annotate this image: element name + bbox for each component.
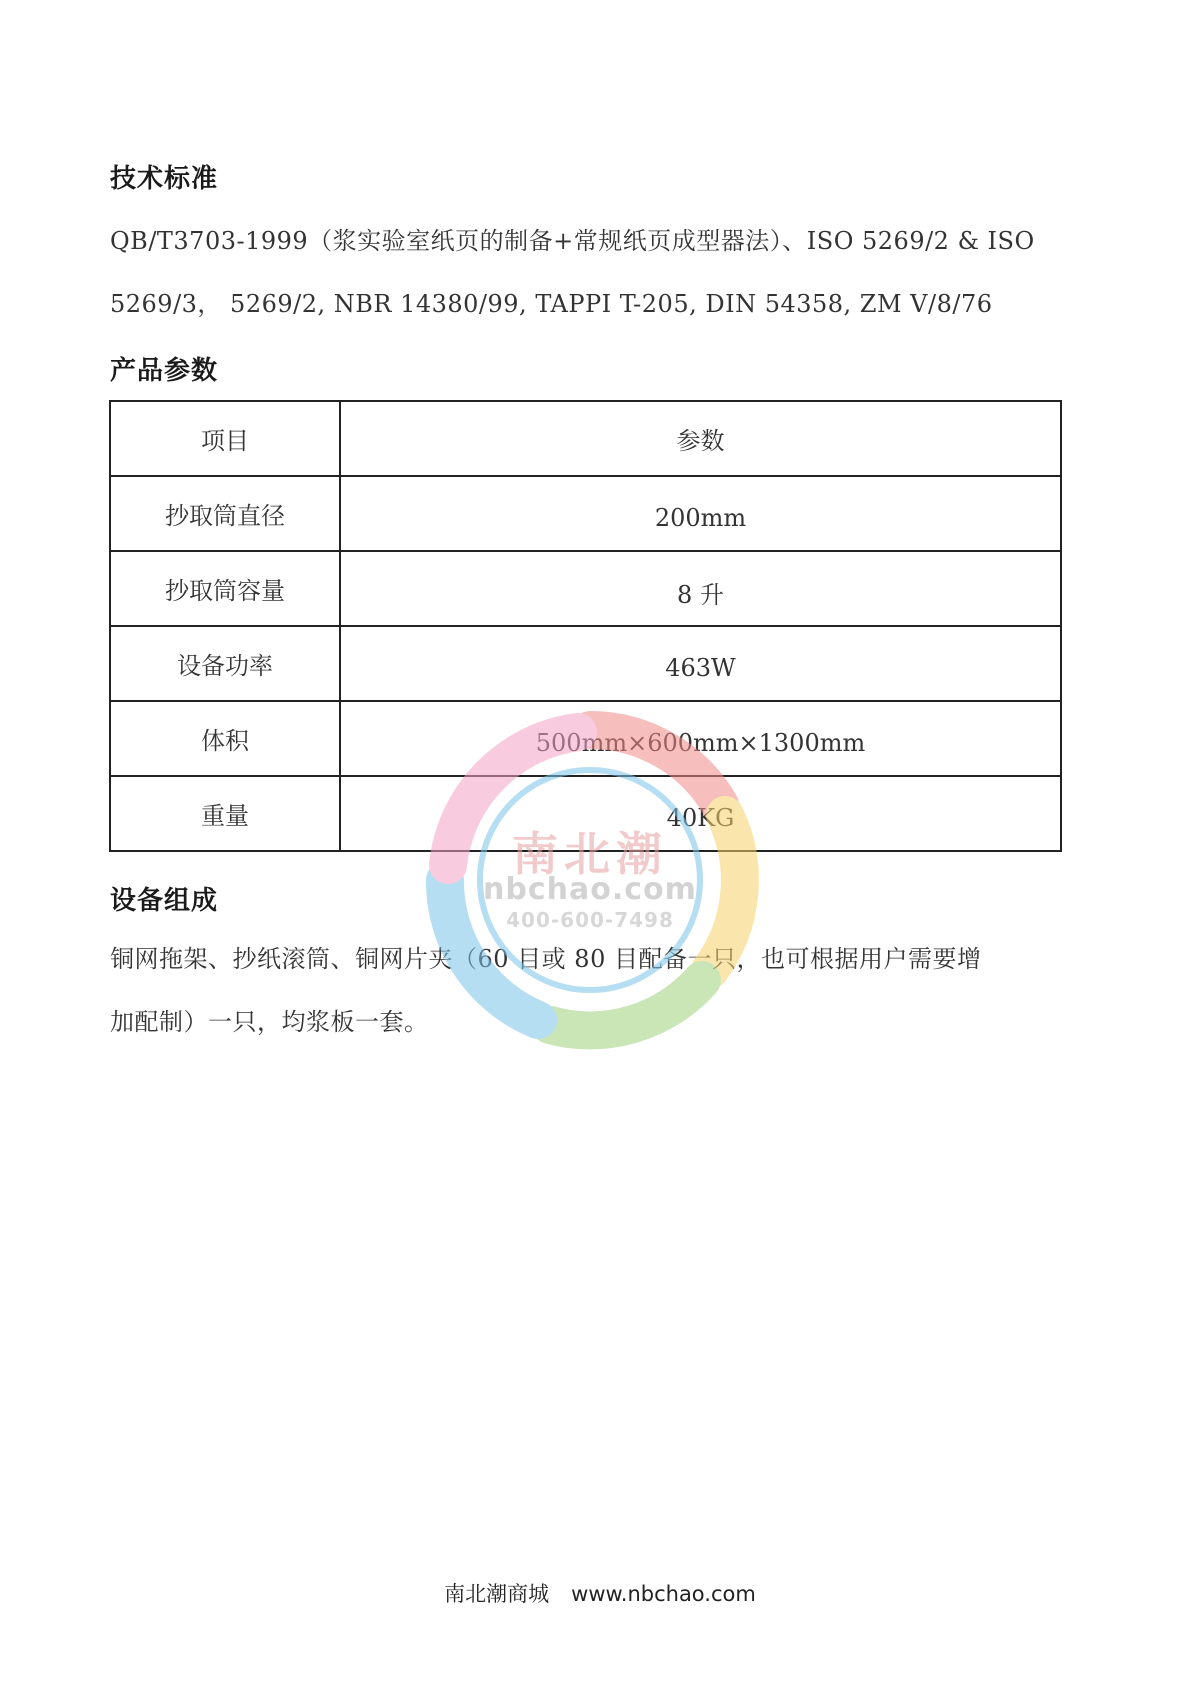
row-item: 重量	[110, 776, 340, 851]
row-item: 体积	[110, 701, 340, 776]
row-value: 8 升	[340, 551, 1061, 626]
table-row	[110, 476, 1061, 551]
product-params-heading: 产品参数	[110, 356, 219, 386]
row-item: 抄取筒容量	[110, 551, 340, 626]
row-value: 463W	[340, 626, 1061, 701]
row-item: 抄取筒直径	[110, 476, 340, 551]
composition-line-2: 加配制）一只，均浆板一套。	[110, 1008, 429, 1036]
page-footer	[0, 1578, 1200, 1608]
watermark-phone: 400-600-7498	[506, 908, 674, 932]
header-value: 参数	[340, 401, 1061, 476]
table-row	[110, 626, 1061, 701]
tech-standard-line-1: QB/T3703-1999（浆实验室纸页的制备+常规纸页成型器法）、ISO 5269/2 & ISO	[110, 227, 1035, 255]
table-row	[110, 701, 1061, 776]
header-item: 项目	[110, 401, 340, 476]
composition-heading: 设备组成	[110, 886, 219, 916]
row-value: 40KG	[340, 776, 1061, 851]
table-row	[110, 776, 1061, 851]
footer-url[interactable]: www.nbchao.com	[571, 1582, 756, 1606]
tech-standard-line-2: 5269/3， 5269/2, NBR 14380/99, TAPPI T-205, DIN 54358, ZM V/8/76	[110, 290, 993, 318]
row-value: 500mm×600mm×1300mm	[340, 701, 1061, 776]
table-header-row	[110, 401, 1061, 476]
watermark-brand-cn: 南北潮	[512, 827, 668, 881]
row-item: 设备功率	[110, 626, 340, 701]
row-value: 200mm	[340, 476, 1061, 551]
watermark-site: nbchao.com	[483, 872, 697, 907]
params-table	[109, 400, 1062, 852]
footer-brand: 南北潮商城	[444, 1582, 550, 1606]
tech-standard-heading: 技术标准	[110, 164, 219, 194]
table-row	[110, 551, 1061, 626]
composition-line-1: 铜网拖架、抄纸滚筒、铜网片夹（60 目或 80 目配备一只，也可根据用户需要增	[110, 945, 982, 973]
